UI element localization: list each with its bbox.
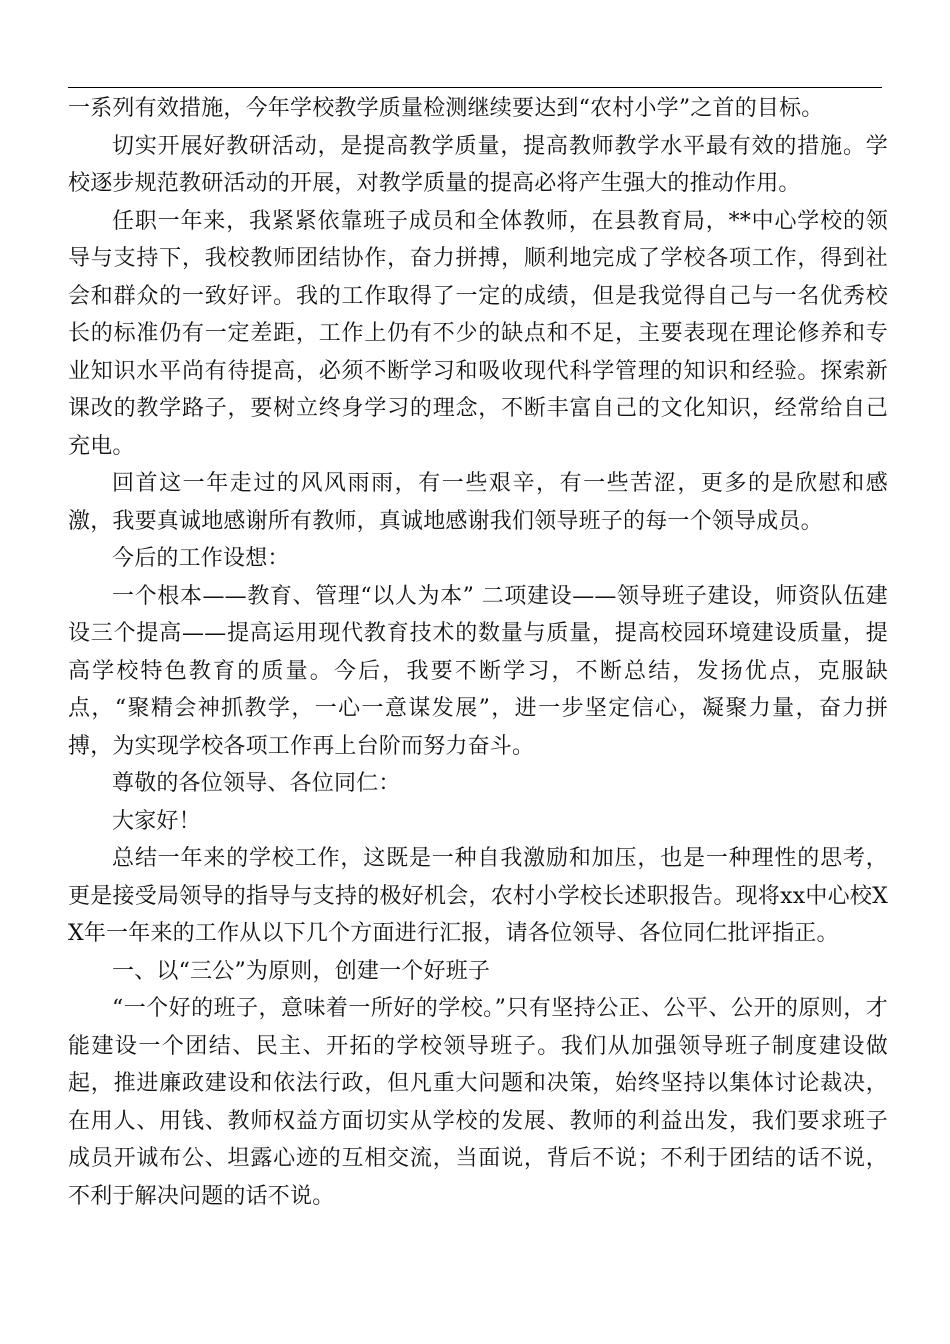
paragraph-greeting: 大家好！	[112, 808, 201, 834]
section-heading-1: 一、以“三公”为原则，创建一个好班子	[112, 958, 491, 984]
paragraph-continuation: 一系列有效措施，今年学校教学质量检测继续要达到“农村小学”之首的目标。	[68, 96, 824, 121]
document-body	[68, 90, 888, 1215]
paragraph-future-plans: 一个根本——教育、管理“以人为本” 二项建设——领导班子建设，师资队伍建设三个提高——提高运用现代教育技术的数量与质量，提高校园环境建设质量，提高学校特色教育的质量。今后，我要不断学习，不断总结，发扬优点，克服缺点，“聚精会神抓教学，一心一意谋发展”，进一步坚定信心，凝聚力量，奋力拼搏，为实现学校各项工作再上台阶而努力奋斗。	[68, 583, 888, 759]
paragraph-future-plans-heading: 今后的工作设想：	[112, 546, 290, 571]
paragraph-good-team: “一个好的班子，意味着一所好的学校。”只有坚持公正、公平、公开的原则，才能建设一个团结、民主、开拓的学校领导班子。我们从加强领导班子制度建设做起，推进廉政建设和依法行政，但凡重大问题和决策，始终坚持以集体讨论裁决，在用人、用钱、教师权益方面切实从学校的发展、教师的利益出发，我们要求班子成员开诚布公、坦露心迹的互相交流，当面说，背后不说；不利于团结的话不说，不利于解决问题的话不说。	[68, 996, 888, 1209]
paragraph-gratitude: 回首这一年走过的风风雨雨，有一些艰辛，有一些苦涩，更多的是欣慰和感激，我要真诚地感谢所有教师，真诚地感谢我们领导班子的每一个领导成员。	[68, 471, 888, 534]
paragraph-one-year-review: 任职一年来，我紧紧依靠班子成员和全体教师，在县教育局，**中心学校的领导与支持下，我校教师团结协作，奋力拼搏，顺利地完成了学校各项工作，得到社会和群众的一致好评。我的工作取得了一定的成绩，但是我觉得自己与一名优秀校长的标准仍有一定差距，工作上仍有不少的缺点和不足，主要表现在理论修养和专业知识水平尚有待提高，必须不断学习和吸收现代科学管理的知识和经验。探索新课改的教学路子，要树立终身学习的理念，不断丰富自己的文化知识，经常给自己充电。	[68, 208, 888, 459]
paragraph-teaching-research: 切实开展好教研活动，是提高教学质量，提高教师教学水平最有效的措施。学校逐步规范教研活动的开展，对教学质量的提高必将产生强大的推动作用。	[68, 133, 888, 196]
header-rule	[68, 87, 882, 88]
paragraph-salutation: 尊敬的各位领导、各位同仁：	[112, 771, 401, 796]
paragraph-report-intro: 总结一年来的学校工作，这既是一种自我激励和加压，也是一种理性的思考，更是接受局领导的指导与支持的极好机会，农村小学校长述职报告。现将xx中心校XX年一年来的工作从以下几个方面进行汇报，请各位领导、各位同仁批评指正。	[68, 846, 888, 946]
